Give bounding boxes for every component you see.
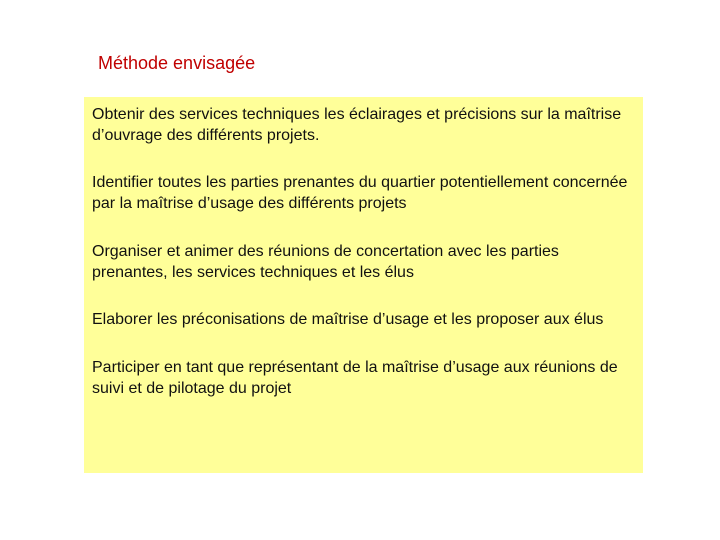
slide-title: Méthode envisagée xyxy=(98,53,256,73)
method-step-3: Organiser et animer des réunions de concertation avec les parties prenantes, les services techniques et les élus xyxy=(92,243,559,281)
method-step-2: Identifier toutes les parties prenantes du quartier potentiellement concernée par la maîtrise d’usage des différents projets xyxy=(92,174,628,212)
method-step-5: Participer en tant que représentant de la maîtrise d’usage aux réunions de suivi et de pilotage du projet xyxy=(92,359,618,397)
method-step-4: Elaborer les préconisations de maîtrise d’usage et les proposer aux élus xyxy=(92,311,604,328)
method-steps-box xyxy=(84,97,643,473)
method-step-1: Obtenir des services techniques les éclairages et précisions sur la maîtrise d’ouvrage des différents projets. xyxy=(92,106,622,144)
